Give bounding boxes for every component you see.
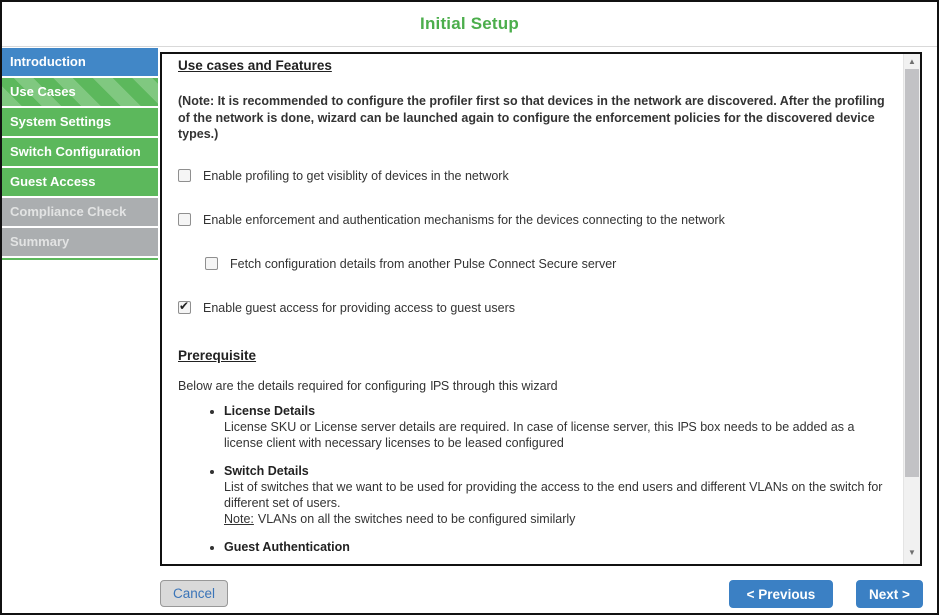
note-text: VLANs on all the switches need to be configured similarly [257, 511, 576, 526]
fetch-config-label: Fetch configuration details from another Pulse Connect Secure server [230, 256, 617, 271]
scroll-up-icon[interactable]: ▲ [908, 57, 916, 66]
enable-profiling-label: Enable profiling to get visiblity of devices in the network [203, 168, 509, 183]
switch-details-text: List of switches that we want to be used for providing the access to the end users and different VLANs on the switch for different set of users. [224, 479, 883, 510]
guest-authentication-title: • Guest Authentication [224, 539, 350, 554]
enable-enforcement-label: Enable enforcement and authentication mechanisms for the devices connecting to the network [203, 212, 725, 227]
checkbox-row-profiling [178, 169, 887, 183]
section-heading-prerequisite: Prerequisite [178, 347, 257, 363]
checkbox-row-guest-access [178, 301, 887, 315]
use-cases-page [162, 54, 903, 564]
prerequisite-intro-suffix: through this wizard [452, 378, 558, 393]
profiler-note-text: (Note: It is recommended to configure the profiler first so that devices in the network are discovered. After the profiling of the network is done, wizard can be launched again to configure the enforcement policies for the discovered device types.) [178, 94, 885, 141]
section-heading-use-cases: Use cases and Features [178, 58, 332, 73]
page-title: Initial Setup [420, 14, 519, 33]
vertical-scrollbar[interactable] [903, 54, 920, 564]
sidebar-item-compliance-check: Compliance Check [2, 198, 158, 226]
prerequisite-intro-text [178, 379, 887, 393]
cancel-button[interactable]: Cancel [160, 580, 228, 607]
license-text-after: box needs to be added as a license client with necessary licenses to be leased configured [224, 419, 855, 450]
license-details-title: • License Details [224, 403, 316, 418]
note-label: Note: [224, 511, 254, 526]
fetch-config-checkbox[interactable] [205, 257, 218, 270]
sidebar-item-switch-configuration[interactable]: Switch Configuration [2, 138, 158, 166]
enable-guest-access-checkbox[interactable] [178, 301, 191, 314]
prerequisite-list [178, 403, 887, 555]
enable-guest-access-label: Enable guest access for providing access to guest users [203, 300, 515, 315]
sidebar-end-divider [2, 258, 158, 260]
next-button[interactable]: Next > [856, 580, 923, 608]
list-item-license-details [224, 403, 887, 451]
sidebar-item-introduction[interactable]: Introduction [2, 48, 158, 76]
license-details-text [224, 419, 887, 451]
enable-enforcement-checkbox[interactable] [178, 213, 191, 226]
title-bar [2, 2, 937, 47]
scroll-down-icon[interactable]: ▼ [908, 548, 916, 557]
enable-profiling-checkbox[interactable] [178, 169, 191, 182]
product-name-ips: IPS [430, 378, 449, 393]
sidebar-item-guest-access[interactable]: Guest Access [2, 168, 158, 196]
switch-details-title: • Switch Details [224, 463, 309, 478]
checkbox-row-enforcement [178, 213, 887, 227]
checkbox-row-fetch-config [205, 257, 887, 271]
list-item-switch-details [224, 463, 887, 527]
sidebar-item-summary: Summary [2, 228, 158, 256]
wizard-steps-sidebar [2, 48, 158, 260]
scrollbar-thumb[interactable] [905, 69, 919, 477]
license-text-before: License SKU or License server details are required. In case of license server, this [224, 419, 674, 434]
sidebar-item-system-settings[interactable]: System Settings [2, 108, 158, 136]
prerequisite-intro-prefix: Below are the details required for configuring [178, 378, 427, 393]
list-item-guest-authentication [224, 539, 887, 555]
wizard-content-panel [160, 52, 922, 566]
switch-details-note [224, 511, 887, 527]
previous-button[interactable]: < Previous [729, 580, 833, 608]
product-name-ips: IPS [677, 419, 697, 434]
sidebar-item-use-cases[interactable]: Use Cases [2, 78, 158, 106]
